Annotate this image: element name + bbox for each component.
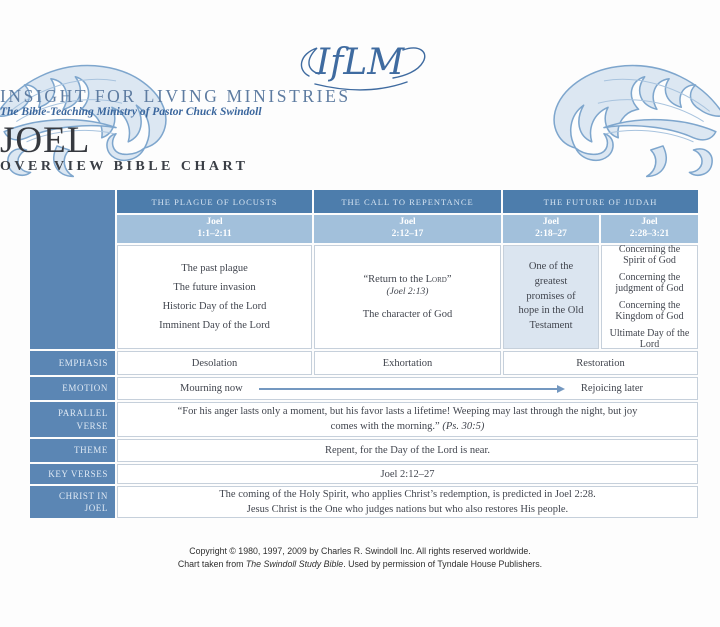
body-cell-future-concerns (601, 245, 698, 349)
body-item: Imminent Day of the Lord (159, 320, 270, 331)
ref-book: Joel (542, 217, 560, 228)
body-item: The character of God (362, 309, 453, 320)
christ-in-joel-row-label: CHRIST IN JOEL (30, 486, 115, 518)
book-name-italic: The Swindoll Study Bible (245, 559, 344, 570)
organization-tagline: The Bible-Teaching Ministry of Pastor Chuck Swindoll (0, 106, 262, 118)
ref-book: Joel (399, 217, 416, 228)
emotion-right-text: Rejoicing later (580, 383, 643, 394)
body-item: Concerning the judgment of God (615, 271, 684, 294)
overview-chart-table (30, 190, 690, 518)
copyright-line-1: Copyright © 1980, 1997, 2009 by Charles R. Swindoll Inc. All rights reserved worldwide. (189, 546, 531, 556)
emphasis-value-2: Exhortation (314, 351, 501, 375)
ref-header-2 (314, 215, 501, 243)
emphasis-value-1: Desolation (117, 351, 312, 375)
parallel-verse-row-label: PARALLEL VERSE (30, 402, 115, 437)
body-cell-plague (117, 245, 312, 349)
book-title: JOEL (0, 120, 91, 161)
body-item: Ultimate Day of the Lord (609, 327, 690, 350)
theme-row-value: Repent, for the Day of the Lord is near. (117, 439, 698, 462)
verse-reference: (Ps. 30:5) (442, 420, 485, 432)
body-item: Historic Day of the Lord (162, 301, 267, 312)
body-item: The past plague (181, 263, 248, 274)
emphasis-row-label: EMPHASIS (30, 351, 115, 375)
quote-reference: (Joel 2:13) (386, 287, 429, 297)
ref-range: 2:12–17 (391, 229, 424, 239)
christ-line-1: The coming of the Holy Spirit, who applies Christ’s redemption, is predicted in Joel 2:28. (219, 488, 596, 500)
body-cell-future-promise: One of the greatest promises of hope in the Old Testament (503, 245, 599, 349)
section-header-plague: THE PLAGUE OF LOCUSTS (117, 190, 312, 213)
ref-book: Joel (206, 217, 223, 228)
emotion-left-text: Mourning now (180, 383, 243, 394)
emotion-row-value (117, 377, 698, 400)
body-item: The future invasion (173, 282, 256, 293)
emotion-row-label: EMOTION (30, 377, 115, 400)
copyright-line-2: Chart taken from The Swindoll Study Bible. Used by permission of Tyndale House Publishers. (177, 559, 543, 570)
monogram-letters: IfLM (315, 42, 405, 83)
key-verses-row-label: KEY VERSES (30, 464, 115, 484)
ref-header-3 (503, 215, 599, 243)
copyright-footer (0, 545, 720, 571)
emotion-arrow (259, 385, 565, 393)
body-cell-repentance (314, 245, 501, 349)
ref-range: 2:18–27 (535, 229, 567, 239)
body-item: Concerning the Spirit of God (618, 243, 681, 266)
christ-in-joel-row-value (117, 486, 698, 518)
quote-text: “Return to the Lord” (363, 274, 452, 285)
parallel-verse-row-value (117, 402, 698, 437)
verse-text-wrap (168, 405, 648, 434)
arrow-head-icon (557, 385, 565, 393)
lord-smallcaps: Lord (425, 274, 447, 285)
organization-name: INSIGHT FOR LIVING MINISTRIES (0, 86, 351, 106)
emphasis-value-3: Restoration (503, 351, 698, 375)
section-header-repentance: THE CALL TO REPENTANCE (314, 190, 501, 213)
ref-header-1 (117, 215, 312, 243)
key-verses-row-value: Joel 2:12–27 (117, 464, 698, 484)
christ-line-2: Jesus Christ is the One who judges nations but who also restores His people. (246, 504, 569, 515)
label-column-top (30, 190, 115, 349)
ref-range: 2:28–3:21 (629, 229, 670, 239)
ref-book: Joel (641, 217, 658, 228)
section-header-future: THE FUTURE OF JUDAH (503, 190, 698, 213)
body-item: Concerning the Kingdom of God (615, 299, 684, 322)
arrow-line (259, 388, 557, 390)
ref-header-4 (601, 215, 698, 243)
chart-subtitle: OVERVIEW BIBLE CHART (0, 159, 249, 174)
theme-row-label: THEME (30, 439, 115, 462)
ref-range: 1:1–2:11 (197, 229, 232, 239)
verse-text: “For his anger lasts only a moment, but his favor lasts a lifetime! Weeping may last through the night, but joy comes with the morning.” (177, 405, 638, 432)
